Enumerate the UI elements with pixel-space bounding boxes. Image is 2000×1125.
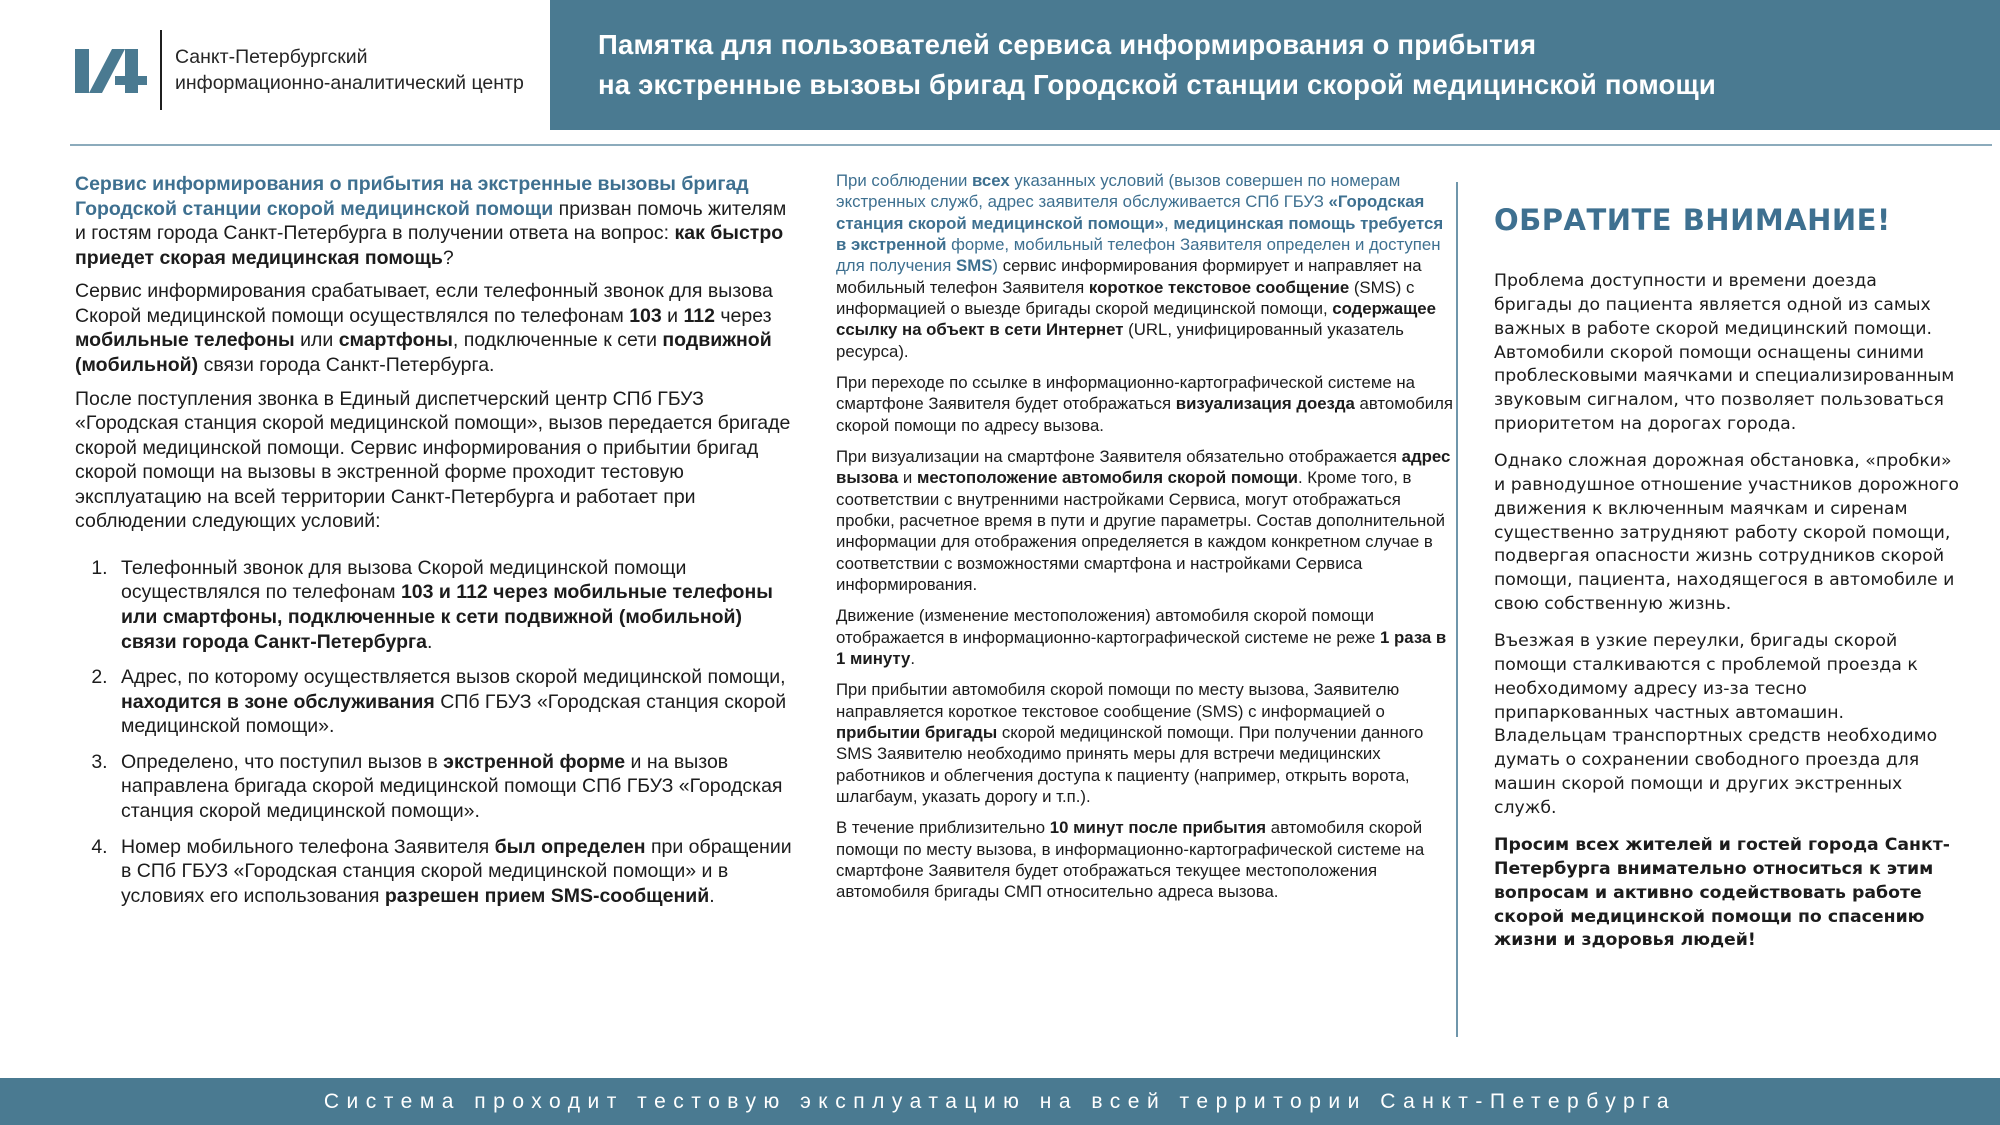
text-run: . (709, 884, 715, 907)
attention-heading: ОБРАТИТЕ ВНИМАНИЕ! (1494, 203, 1891, 237)
paragraph (1494, 630, 1960, 821)
text-run: автомобиля скорой помощи по месту вызова, в информационно-картографической системе на смартфоне Заявителя будет отображаться текущее местоположения автомобиля бригады СМП относительно адреса вызова. (836, 818, 1425, 902)
paragraph (1494, 834, 1960, 953)
text-run: содержащее ссылку на объект в сети Интернет (836, 298, 1436, 340)
text-run: смартфоны (338, 329, 453, 352)
iac-monogram-icon (75, 47, 147, 93)
text-run: был определен (494, 835, 646, 858)
list-item (113, 556, 793, 654)
text-run: указанных условий (вызов совершен по номерам экстренных служб, адрес заявителя обслуживается СПб ГБУЗ (836, 171, 1401, 212)
column-service-intro (75, 172, 793, 919)
text-run: . (910, 648, 916, 668)
text-run: Сервис информирования о прибытия на экстренные вызовы бригад Городской станции скорой медицинской помощи (75, 173, 749, 220)
text-run: 112 (683, 304, 715, 327)
text-run: Однако сложная дорожная обстановка, «пробки» и равнодушное отношение участников дорожного движения к включенным маячкам и сиренам существенно затрудняют работу скорой помощи, подвергая опасности жизнь сотрудников скорой помощи, пациента, находящегося в автомобиле и свою собственную жизнь. (1494, 451, 1959, 615)
text-run: 103 и 112 через мобильные телефоны или смартфоны, подключенные к сети подвижной (мобильной) связи города Санкт-Петербурга (121, 581, 773, 653)
text-run: СПб ГБУЗ «Городская станция скорой медицинской помощи». (121, 690, 787, 738)
text-run: При переходе по ссылке в информационно-картографической системе на смартфоне Заявителя будет отображаться (836, 372, 1415, 414)
text-run: мобильные телефоны (75, 329, 295, 352)
text-run: медицинская помощь требуется в экстренной (836, 213, 1444, 254)
text-run: При соблюдении (836, 171, 973, 190)
text-run: сервис информирования формирует и направляет на мобильный телефон Заявителя (836, 256, 1422, 297)
list-item (113, 835, 793, 909)
page-title-line-1: Памятка для пользователей сервиса информирования о прибытия (598, 29, 1537, 61)
text-run: при обращении в СПб ГБУЗ «Городская станция скорой медицинской помощи» и в условиях его использования (121, 835, 792, 907)
text-run: связи города Санкт-Петербурга. (198, 353, 495, 376)
paragraph (836, 372, 1456, 436)
paragraph (836, 679, 1456, 807)
header-band (550, 0, 2000, 130)
org-name (175, 44, 524, 97)
text-run: 10 минут после прибытия (1049, 818, 1267, 838)
text-run: всех (972, 171, 1010, 190)
column-attention (1494, 200, 1960, 966)
text-run: 1 раза в 1 минуту (836, 627, 1447, 668)
text-run: призван помочь жителям и гостям города Санкт-Петербурга в получении ответа на вопрос: (75, 197, 787, 245)
text-run: как быстро приедет скорая медицинская помощь (75, 222, 784, 269)
footer-status-text: Система проходит тестовую эксплуатацию на всей территории Санкт-Петербурга (323, 1089, 1677, 1113)
logo-block (75, 20, 524, 120)
text-run: При визуализации на смартфоне Заявителя обязательно отображается (836, 446, 1402, 466)
text-run: ) (992, 256, 1003, 276)
text-run: В течение приблизительно (836, 818, 1050, 838)
text-run: прибытии бригады (836, 722, 998, 742)
paragraph (1494, 450, 1960, 617)
page-title-line-2: на экстренные вызовы бригад Городской станции скорой медицинской помощи (598, 69, 1716, 100)
text-run: форме, мобильный телефон Заявителя определен и доступен для получения (836, 234, 1441, 276)
paragraph (836, 170, 1456, 362)
text-run: , подключенные к сети (452, 329, 663, 352)
text-run: Проблема доступности и времени доезда бригады до пациента является одной из самых важных в работе скорой медицинский помощи. Автомобили скорой помощи оснащены синими проблесковыми маячками и специализированным звуковым сигналом, что позволяет пользоваться приоритетом на дорогах города. (1494, 271, 1955, 435)
text-run: Въезжая в узкие переулки, бригады скорой помощи сталкиваются с проблемой проезда к необходимому адресу из-за тесно припаркованных частных автомашин. Владельцам транспортных средств необходимо думать о сохранении свободного проезда для машин скорой помощи и других экстренных служб. (1494, 631, 1938, 819)
conditions-list (75, 556, 793, 908)
text-run: Номер мобильного телефона Заявителя (121, 835, 495, 858)
text-run: визуализация доезда (1175, 394, 1355, 414)
org-name-line-2: информационно-аналитический центр (175, 72, 524, 94)
text-run: через (714, 304, 772, 327)
text-run: Просим всех жителей и гостей города Санкт-Петербурга внимательно относиться к этим вопросам и активно содействовать работе скорой медицинской помощи по спасению жизни и здоровья людей! (1494, 834, 1950, 951)
column-how-it-works (836, 170, 1456, 913)
paragraph (836, 446, 1456, 595)
text-run: После поступления звонка в Единый диспетчерский центр СПб ГБУЗ «Городская станция скорой медицинской помощи», вызов передается бригаде скорой медицинской помощи. Сервис информирования о прибытии бригад скорой помощи на вызовы в экстренной форме проходит тестовую эксплуатацию на всей территории Санкт-Петербурга и работает при соблюдении следующих условий: (75, 387, 791, 533)
text-run: короткое текстовое сообщение (1088, 277, 1350, 297)
header-rule (70, 144, 1992, 146)
text-run: SMS (956, 256, 993, 276)
paragraph (836, 817, 1456, 902)
list-item (113, 750, 793, 824)
text-run: ? (442, 246, 454, 269)
text-run: местоположение автомобиля скорой помощи (916, 468, 1298, 488)
text-run: Сервис информирования срабатывает, если телефонный звонок для вызова Скорой медицинской помощи осуществлялся по телефонам (75, 280, 773, 327)
text-run: автомобиля скорой помощи по адресу вызова. (836, 394, 1453, 435)
text-run: Движение (изменение местоположения) автомобиля скорой помощи отображается в информационно-картографической системе не реже (836, 606, 1381, 647)
paragraph (836, 605, 1456, 669)
text-run: , (1164, 213, 1174, 233)
text-run: Определено, что поступил вызов в (121, 750, 444, 773)
text-run: При прибытии автомобиля скорой помощи по месту вызова, Заявителю направляется короткое текстовое сообщение (SMS) с информацией о (836, 680, 1400, 721)
text-run: «Городская станция скорой медицинской помощи» (836, 192, 1425, 233)
org-name-line-1: Санкт-Петербургский (175, 45, 368, 68)
logo-divider (160, 30, 162, 110)
text-run: экстренной форме (443, 750, 626, 773)
text-run: Телефонный звонок для вызова Скорой медицинской помощи осуществлялся по телефонам (121, 556, 687, 604)
footer-band (0, 1078, 2000, 1125)
text-run: Адрес, по которому осуществляется вызов скорой медицинской помощи, (121, 666, 786, 689)
text-run: или (294, 329, 339, 352)
text-run: разрешен прием SMS-сообщений (384, 884, 710, 907)
text-run: 103 (629, 304, 662, 327)
paragraph (1494, 270, 1960, 437)
text-run: . (426, 630, 433, 653)
text-run: . Кроме того, в соответствии с внутренними настройками Сервиса, могут отображаться пробки, расчетное время в пути и другие параметры. Состав дополнительной информации для отображения определяется в каждом конкретном случае в соответствии с возможностями смартфона и настройками Сервиса информирования. (836, 468, 1446, 594)
text-run: и (661, 304, 684, 327)
text-run: (URL, унифицированный указатель ресурса). (836, 320, 1404, 361)
text-run: скорой медицинской помощи. При получении данного SMS Заявителю необходимо принять меры для встречи медицинских работников и облегчения доступа к пациенту (например, открыть ворота, шлагбаум, указать дорогу и т.п.). (836, 722, 1424, 806)
paragraph (75, 279, 793, 377)
column-divider (1456, 182, 1458, 1037)
list-item (113, 665, 793, 739)
paragraph (75, 387, 793, 534)
text-run: адрес вызова (836, 446, 1451, 488)
text-run: и на вызов направлена бригада скорой медицинской помощи СПб ГБУЗ «Городская станция скорой медицинской помощи». (121, 750, 783, 822)
text-run: и (898, 468, 917, 488)
text-run: подвижной (мобильной) (75, 329, 772, 376)
paragraph (75, 172, 793, 270)
text-run: находится в зоне обслуживания (121, 690, 435, 713)
text-run: (SMS) с информацией о выезде бригады скорой медицинской помощи, (836, 277, 1415, 318)
